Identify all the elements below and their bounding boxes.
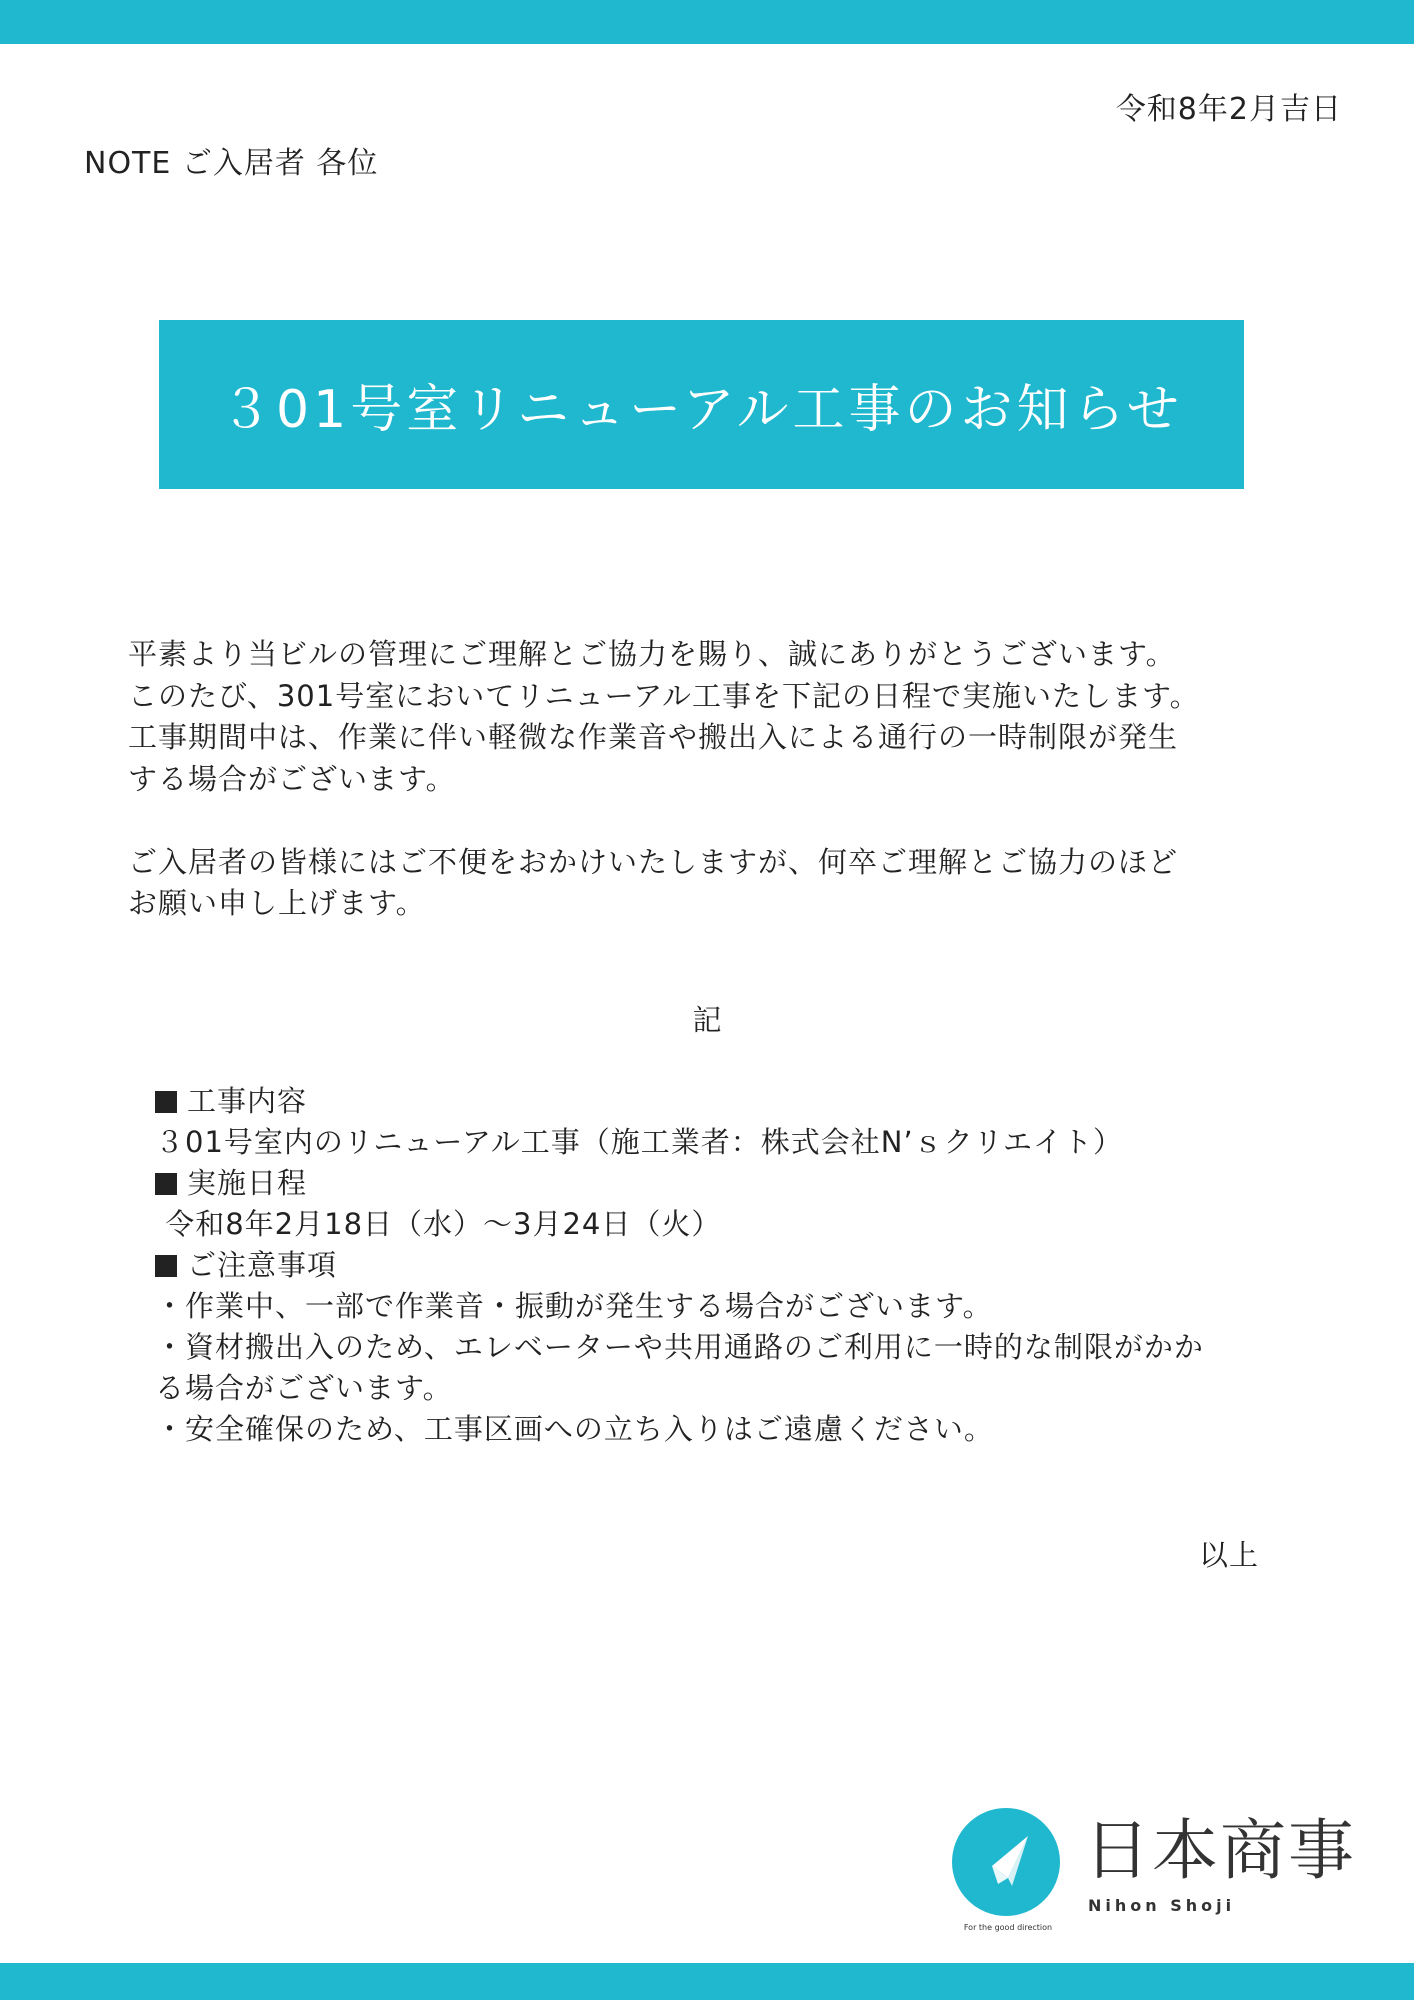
body-paragraph-2: ご入居者の皆様にはご不便をおかけいたしますが、何卒ご理解とご協力のほど お願い申し上げます。 xyxy=(128,844,1179,920)
closing-remark: 以上 xyxy=(1198,1538,1259,1572)
notes-heading: ご注意事項 xyxy=(187,1248,338,1282)
construction-text: ３01号室内のリニューアル工事（施工業者：株式会社N’ｓクリエイト） xyxy=(155,1125,1124,1159)
construction-heading: 工事内容 xyxy=(187,1084,308,1118)
company-logo xyxy=(952,1808,1356,1938)
construction-heading-row xyxy=(155,1081,1305,1122)
top-accent-band xyxy=(0,0,1414,44)
note-item-1: ・作業中、一部で作業音・振動が発生する場合がございます。 xyxy=(155,1289,993,1323)
notice-date: 令和8年2月吉日 xyxy=(1115,92,1342,127)
logo-tagline: For the good direction xyxy=(963,1923,1053,1932)
schedule-heading: 実施日程 xyxy=(187,1166,308,1200)
logo-name-jp: 日本商事 xyxy=(1084,1812,1356,1889)
square-bullet-icon xyxy=(155,1091,177,1113)
page-title: ３01号室リニューアル工事のお知らせ xyxy=(220,380,1183,440)
schedule-heading-row xyxy=(155,1163,1305,1204)
logo-circle xyxy=(952,1808,1060,1916)
notice-body xyxy=(128,634,1308,925)
details-section xyxy=(155,1081,1305,1450)
bottom-accent-band xyxy=(0,1963,1414,2000)
ki-marker: 記 xyxy=(692,1003,722,1037)
paper-plane-icon xyxy=(952,1808,1060,1916)
schedule-text: 令和8年2月18日（水）～3月24日（火） xyxy=(155,1207,722,1241)
body-paragraph-1: 平素より当ビルの管理にご理解とご協力を賜り、誠にありがとうございます。 このたび、301号室においてリニューアル工事を下記の日程で実施いたします。 工事期間中は、作業に伴い軽微な作業音や搬出入による通行の一時制限が発生 する場合がございます。 xyxy=(128,637,1200,796)
notes-heading-row xyxy=(155,1245,1305,1286)
title-banner xyxy=(159,320,1244,489)
square-bullet-icon xyxy=(155,1255,177,1277)
addressee: NOTE ご入居者 各位 xyxy=(84,146,379,181)
note-item-3: ・安全確保のため、工事区画への立ち入りはご遠慮ください。 xyxy=(155,1412,994,1446)
square-bullet-icon xyxy=(155,1173,177,1195)
note-item-2-line-1: ・資材搬出入のため、エレベーターや共用通路のご利用に一時的な制限がかか xyxy=(155,1330,1204,1364)
logo-name-en: Nihon Shoji xyxy=(1088,1896,1236,1915)
note-item-2-line-2: る場合がございます。 xyxy=(155,1371,453,1405)
